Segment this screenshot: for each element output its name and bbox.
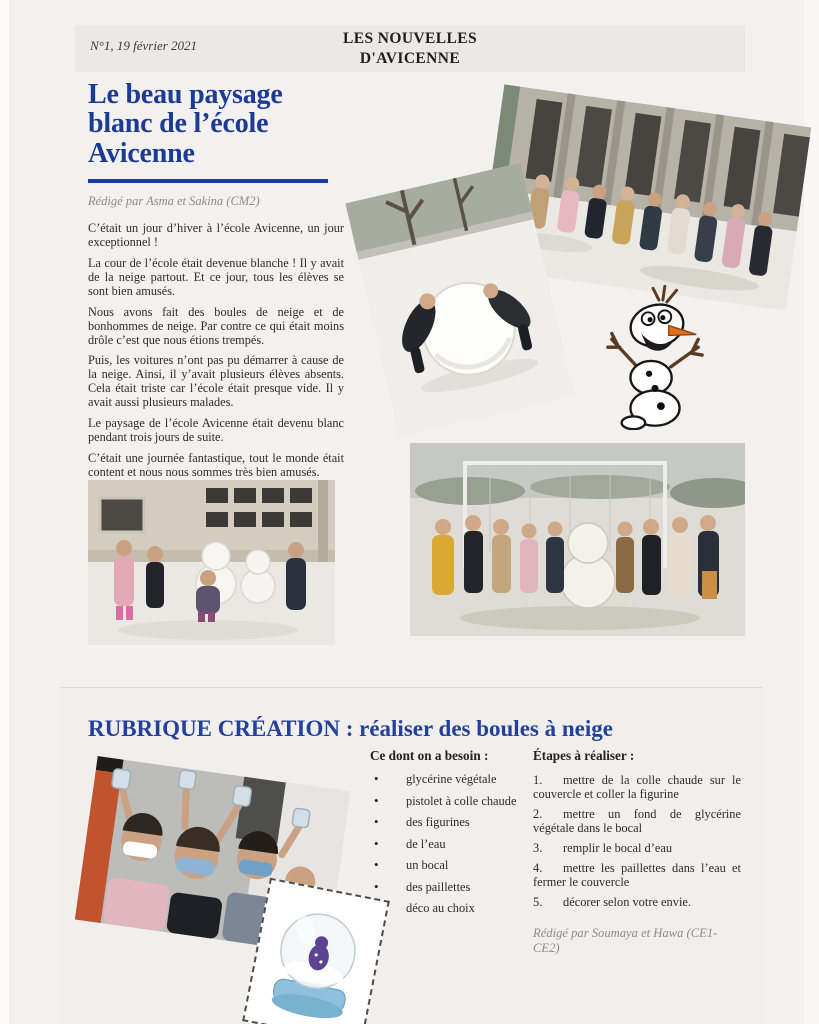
- material-item: • des figurines: [370, 816, 532, 830]
- issue-date: N°1, 19 février 2021: [90, 38, 198, 53]
- step-item: [533, 841, 741, 855]
- material-item: • de l’eau: [370, 838, 532, 852]
- article-body: [88, 222, 344, 480]
- step-number: 2.: [533, 807, 543, 821]
- masthead-line1: LES NOUVELLES: [343, 30, 477, 47]
- step-text: décorer selon votre envie.: [563, 895, 691, 909]
- rubrique-title: RUBRIQUE CRÉATION : réaliser des boules à neige: [88, 716, 613, 742]
- children-with-snowmen-courtyard-photo: [88, 480, 335, 645]
- step-number: 4.: [533, 861, 543, 875]
- paragraph: Nous avons fait des boules de neige et de bonhommes de neige. Par contre ce qui était moins drôle c’est que nous étions trempés.: [88, 304, 344, 347]
- step-item: [533, 895, 741, 909]
- children-around-snowman-field-photo: [410, 443, 745, 636]
- page-left-margin: [0, 0, 9, 1024]
- step-text: remplir le bocal d’eau: [563, 841, 673, 855]
- step-text: mettre les paillettes dans l’eau et fermer le couvercle: [533, 861, 741, 889]
- material-item: • pistolet à colle chaude: [370, 795, 532, 809]
- step-item: [533, 861, 741, 889]
- paragraph: C’était une journée fantastique, tout le monde était content et nous nous sommes très bien amusés.: [88, 450, 344, 479]
- masthead-line2: D'AVICENNE: [359, 49, 461, 67]
- step-item: [533, 773, 741, 801]
- material-item: • déco au choix: [370, 902, 532, 916]
- paragraph: Puis, les voitures n’ont pas pu démarrer à cause de la neige. Ainsi, il y’avait plusieurs élèves absents. Cela était triste car l’école était presque vide. Il y avait aussi plusieurs malades.: [88, 353, 344, 410]
- masthead-title: [75, 29, 745, 69]
- section-divider: [60, 687, 762, 688]
- step-number: 5.: [533, 895, 543, 909]
- step-text: mettre de la colle chaude sur le couvercle et coller la figurine: [533, 773, 741, 801]
- header: [75, 25, 745, 72]
- material-item: • un bocal: [370, 859, 532, 873]
- title-rule: [88, 179, 328, 183]
- material-item: • des paillettes: [370, 881, 532, 895]
- material-item: • glycérine végétale: [370, 773, 532, 787]
- article-byline: Rédigé par Asma et Sakina (CM2): [88, 194, 260, 209]
- paragraph: C’était un jour d’hiver à l’école Avicenne, un jour exceptionnel !: [88, 221, 344, 250]
- step-item: [533, 807, 741, 835]
- steps-column: [533, 748, 741, 915]
- article-title: Le beau paysage blanc de l’école Avicenne: [88, 79, 283, 169]
- step-text: mettre un fond de glycérine végétale dans le bocal: [533, 807, 741, 835]
- paragraph: La cour de l’école était devenue blanche ! Il y avait de la neige partout. Et ce jour, tous les élèves se sont bien amusés.: [88, 255, 344, 298]
- rubrique-byline: Rédigé par Soumaya et Hawa (CE1-CE2): [533, 926, 718, 955]
- steps-heading: Étapes à réaliser :: [533, 748, 635, 763]
- step-number: 1.: [533, 773, 543, 787]
- materials-list: [370, 773, 532, 916]
- olaf-snowman-clipart: [600, 285, 710, 430]
- main-article: [88, 80, 344, 487]
- paragraph: Le paysage de l’école Avicenne était devenu blanc pendant trois jours de suite.: [88, 416, 344, 444]
- materials-heading: Ce dont on a besoin :: [370, 748, 489, 763]
- materials-column: [370, 748, 532, 924]
- step-number: 3.: [533, 841, 543, 855]
